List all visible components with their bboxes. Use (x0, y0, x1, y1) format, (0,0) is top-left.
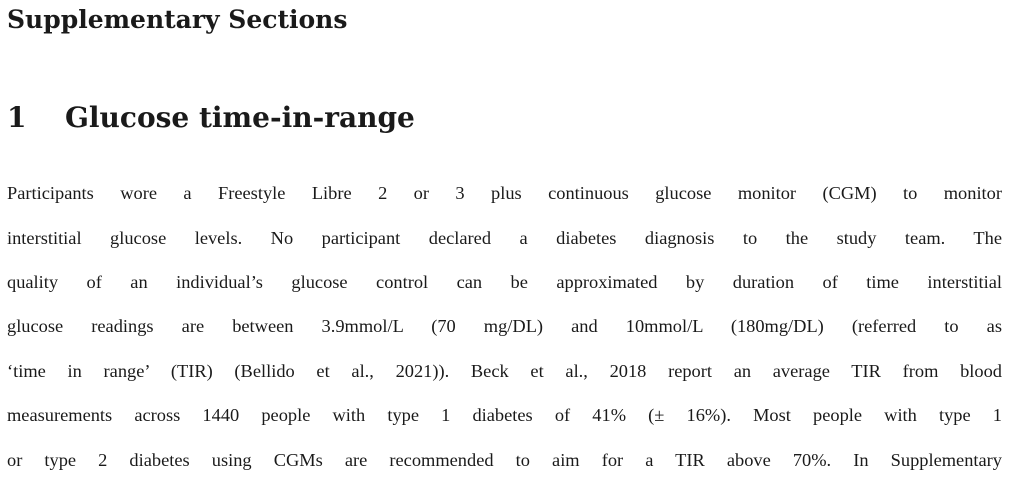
section-number: 1 (7, 101, 27, 134)
paragraph-line: quality of an individual’s glucose control can be approximated by duration of time interstitial (7, 272, 1002, 292)
supplementary-title: Supplementary Sections (7, 5, 348, 34)
paragraph-line: interstitial glucose levels. No participant declared a diabetes diagnosis to the study team. The (7, 228, 1002, 248)
paragraph-line: glucose readings are between 3.9mmol/L (70 mg/DL) and 10mmol/L (180mg/DL) (referred to as (7, 316, 1002, 336)
paragraph-line: measurements across 1440 people with type 1 diabetes of 41% (± 16%). Most people with type 1 (7, 405, 1002, 425)
paragraph-line: ‘time in range’ (TIR) (Bellido et al., 2021)). Beck et al., 2018 report an average TIR from blood (7, 361, 1002, 381)
paragraph-line: or type 2 diabetes using CGMs are recommended to aim for a TIR above 70%. In Supplementary (7, 450, 1002, 470)
section-title: Glucose time-in-range (65, 101, 415, 134)
paragraph-line: Participants wore a Freestyle Libre 2 or 3 plus continuous glucose monitor (CGM) to monitor (7, 183, 1002, 203)
section-heading (7, 98, 415, 138)
